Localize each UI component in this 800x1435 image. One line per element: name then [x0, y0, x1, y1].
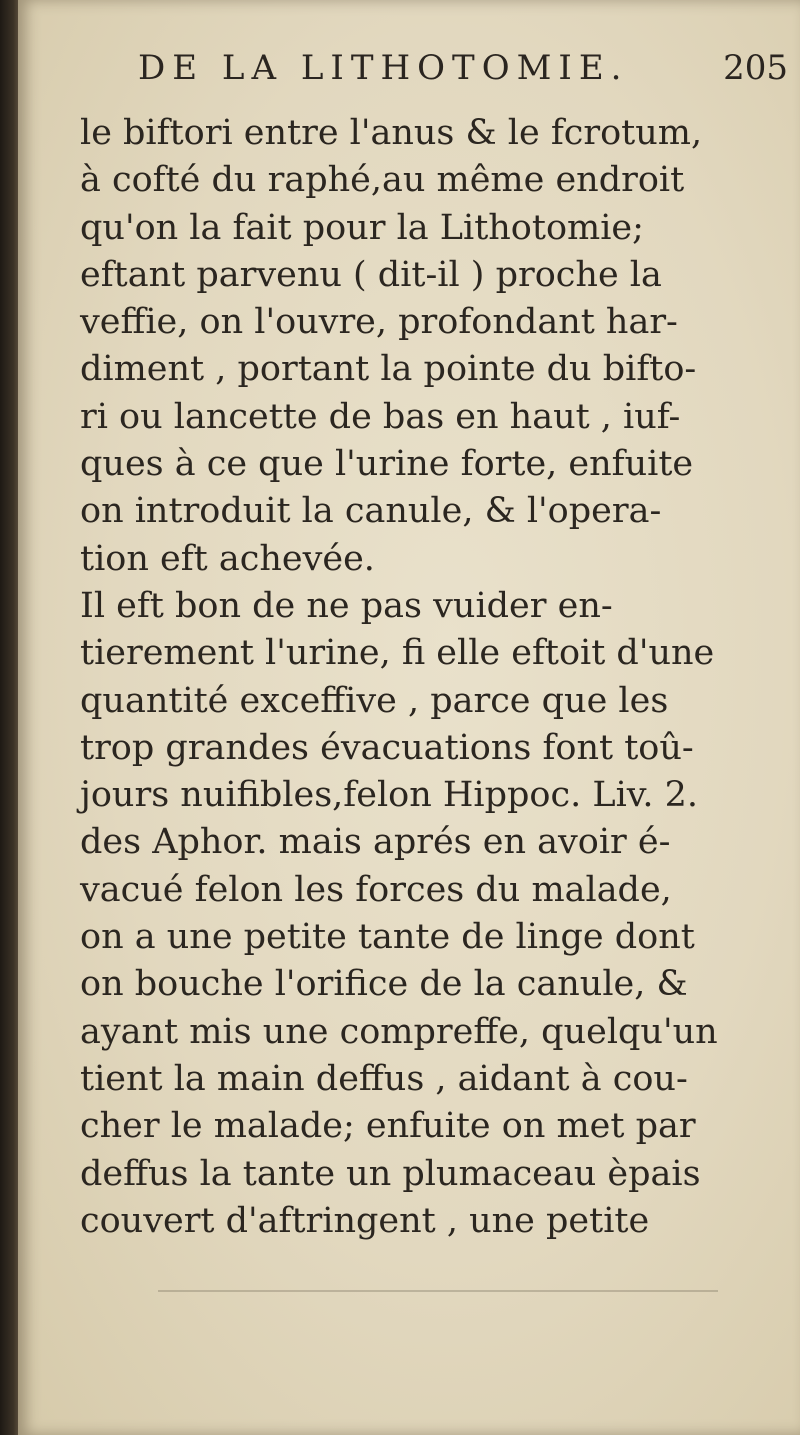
text-line: tient la main deffus , aidant à cou-: [80, 1058, 688, 1099]
text-line: eftant parvenu ( dit-il ) proche la: [80, 254, 662, 295]
text-line: jours nuifibles,felon Hippoc. Liv. 2.: [80, 775, 699, 816]
text-line: ri ou lancette de bas en haut , iuf-: [80, 396, 681, 437]
page-header: [118, 48, 788, 108]
text-line: Il eft bon de ne pas vuider en-: [80, 585, 613, 626]
text-line: le biftori entre l'anus & le fcrotum,: [80, 113, 703, 153]
text-line: tierement l'urine, fi elle eftoit d'une: [80, 633, 715, 674]
text-line: on a une petite tante de linge dont: [80, 917, 695, 958]
text-line: on bouche l'orifice de la canule, &: [80, 964, 688, 1005]
text-line: ques à ce que l'urine forte, enfuite: [80, 444, 694, 485]
text-line: on introduit la canule, & l'opera-: [80, 491, 662, 532]
text-line: quantité exceffive , parce que les: [80, 680, 669, 721]
text-line: vacué felon les forces du malade,: [80, 869, 672, 910]
text-line: trop grandes évacuations font toû-: [80, 727, 694, 768]
text-line: deffus la tante un plumaceau èpais: [80, 1153, 701, 1194]
book-page: [18, 0, 800, 1435]
text-line: veffie, on l'ouvre, profondant har-: [80, 302, 678, 343]
text-line: couvert d'aftringent , une petite: [80, 1200, 650, 1241]
text-line: diment , portant la pointe du bifto-: [80, 349, 697, 390]
running-title: DE LA LITHOTOMIE.: [138, 48, 629, 88]
text-line: des Aphor. mais aprés en avoir é-: [80, 822, 671, 863]
page-number: 205: [723, 48, 788, 88]
text-line: ayant mis une compreffe, quelqu'un: [80, 1011, 718, 1052]
body-text: [80, 110, 740, 1245]
text-line: cher le malade; enfuite on met par: [80, 1106, 696, 1147]
text-line: tion eft achevée.: [80, 538, 375, 579]
page-smudge: [158, 1290, 718, 1292]
text-line: qu'on la fait pour la Lithotomie;: [80, 207, 644, 248]
text-line: à cofté du raphé,au même endroit: [80, 160, 685, 201]
